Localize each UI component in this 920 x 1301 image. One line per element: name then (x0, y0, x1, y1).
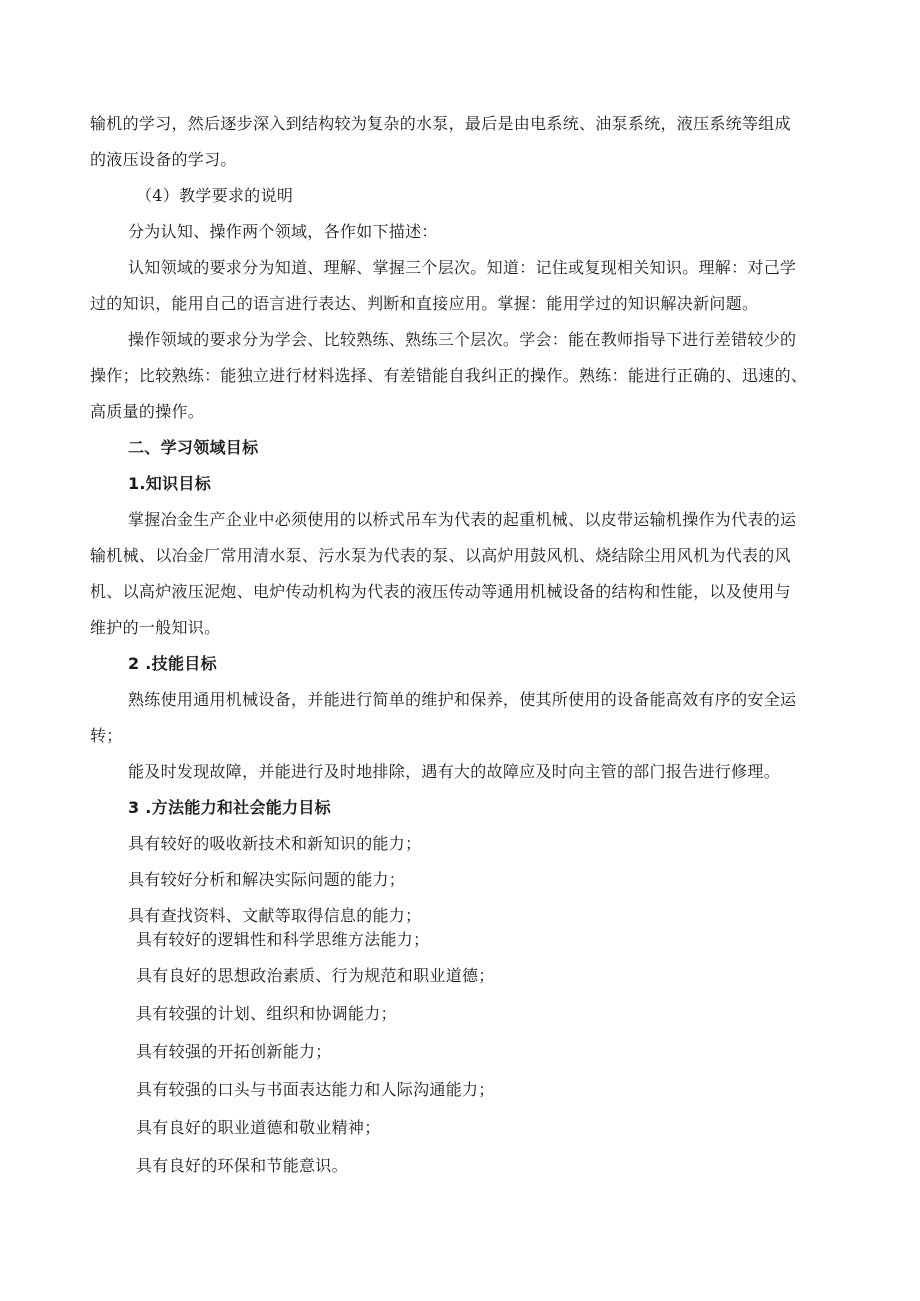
skill-line-1: 熟练使用通用机械设备，并能进行简单的维护和保养，使其所使用的设备能高效有序的安全运 (128, 690, 797, 709)
skill-title: 2 .技能目标 (128, 654, 217, 673)
method-item: 具有较强的计划、组织和协调能力； (136, 1004, 397, 1023)
section-2-title: 二、学习领域目标 (128, 438, 259, 457)
method-title: 3 .方法能力和社会能力目标 (128, 798, 331, 817)
method-item: 具有较强的开拓创新能力； (136, 1042, 332, 1061)
operation-line-3: 高质量的操作。 (90, 402, 205, 421)
method-item: 具有较好的吸收新技术和新知识的能力； (128, 834, 422, 853)
method-item: 具有良好的环保和节能意识。 (136, 1156, 348, 1175)
skill-line-2: 转； (90, 726, 123, 745)
knowledge-line-2: 输机械、以冶金厂常用清水泵、污水泵为代表的泵、以高炉用鼓风机、烧结除尘用风机为代表的风 (90, 546, 791, 565)
knowledge-line-1: 掌握冶金生产企业中必须使用的以桥式吊车为代表的起重机械、以皮带运输机操作为代表的运 (128, 510, 797, 529)
method-item: 具有良好的职业道德和敬业精神； (136, 1118, 381, 1137)
method-item: 具有查找资料、文献等取得信息的能力； (128, 906, 422, 925)
teaching-req-intro: 分为认知、操作两个领域，各作如下描述： (128, 222, 438, 241)
intro-line-1: 输机的学习，然后逐步深入到结构较为复杂的水泵，最后是由电系统、油泵系统，液压系统等组成 (90, 114, 791, 133)
method-item: 具有较好的逻辑性和科学思维方法能力； (136, 930, 430, 949)
knowledge-line-4: 维护的一般知识。 (90, 618, 221, 637)
teaching-req-title: （4）教学要求的说明 (136, 186, 294, 205)
cognitive-line-2: 过的知识，能用自己的语言进行表达、判断和直接应用。掌握：能用学过的知识解决新问题。 (90, 294, 759, 313)
operation-line-1: 操作领域的要求分为学会、比较熟练、熟练三个层次。学会：能在教师指导下进行差错较少的 (128, 330, 797, 349)
knowledge-title: 1.知识目标 (128, 474, 212, 493)
method-item: 具有较好分析和解决实际问题的能力； (128, 870, 406, 889)
operation-line-2: 操作；比较熟练：能独立进行材料选择、有差错能自我纠正的操作。熟练：能进行正确的、迅速的、 (90, 366, 808, 385)
method-item: 具有良好的思想政治素质、行为规范和职业道德； (136, 966, 495, 985)
intro-line-2: 的液压设备的学习。 (90, 150, 237, 169)
method-item: 具有较强的口头与书面表达能力和人际沟通能力； (136, 1080, 495, 1099)
skill-line-3: 能及时发现故障，并能进行及时地排除，遇有大的故障应及时向主管的部门报告进行修理。 (128, 762, 781, 781)
knowledge-line-3: 机、以高炉液压泥炮、电炉传动机构为代表的液压传动等通用机械设备的结构和性能，以及使用与 (90, 582, 791, 601)
cognitive-line-1: 认知领域的要求分为知道、理解、掌握三个层次。知道：记住或复现相关知识。理解：对己学 (128, 258, 797, 277)
